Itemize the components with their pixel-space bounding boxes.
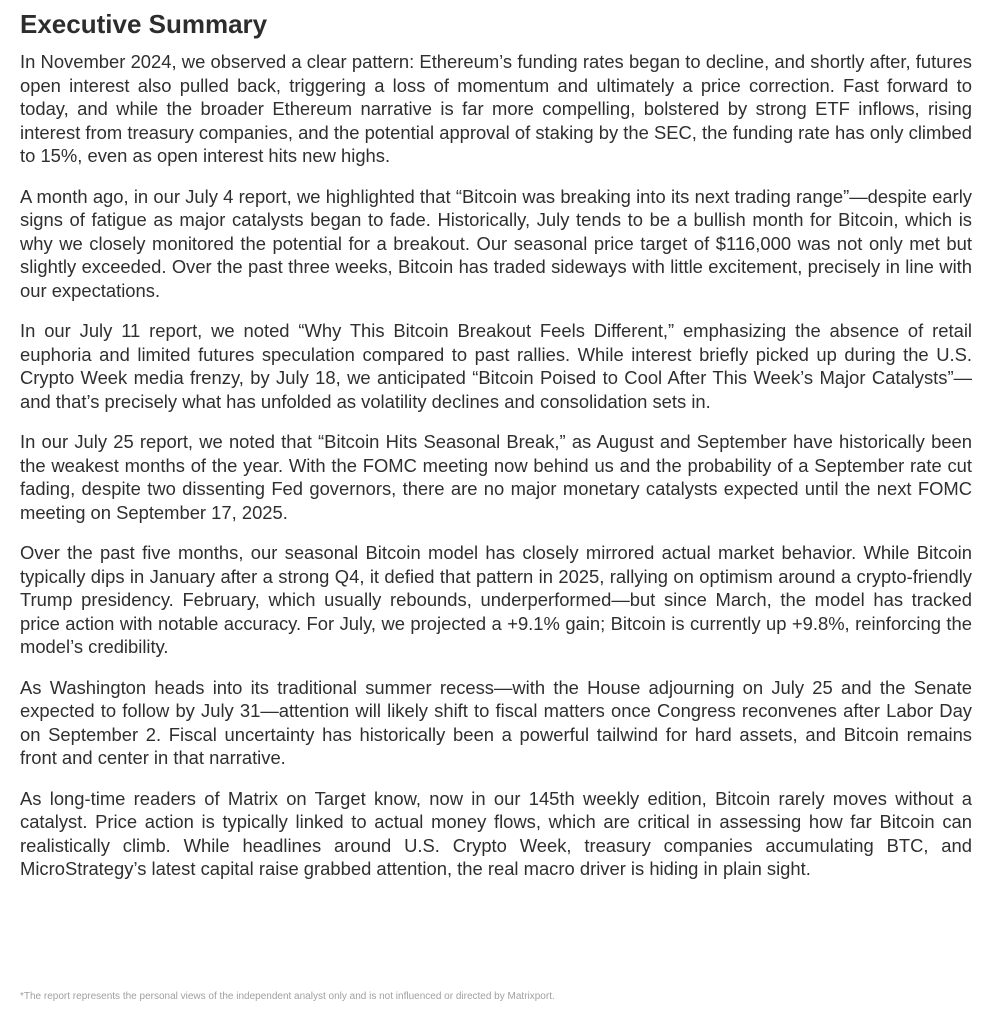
paragraph-macro-driver: As long-time readers of Matrix on Target know, now in our 145th weekly edition, Bitcoin rarely moves without a catalyst. Price action is typically linked to actual money flows, which are critical in assessing how far Bitcoin can realistically climb. While headlines around U.S. Crypto Week, treasury companies accumulating BTC, and MicroStrategy’s latest capital raise grabbed attention, the real macro driver is hiding in plain sight.	[20, 787, 972, 879]
paragraph-seasonal-model: Over the past five months, our seasonal Bitcoin model has closely mirrored actual market behavior. While Bitcoin typically dips in January after a strong Q4, it defied that pattern in 2025, rallying on optimism around a crypto-friendly Trump presidency. February, which usually rebounds, underperformed—but since March, the model has tracked price action with notable accuracy. For July, we projected a +9.1% gain; Bitcoin is currently up +9.8%, reinforcing the model’s credibility.	[20, 542, 972, 657]
paragraph-ethereum-funding: In November 2024, we observed a clear pattern: Ethereum’s funding rates began to decline, and shortly after, futures open interest also pulled back, triggering a loss of momentum and ultimately a price correction. Fast forward to today, and while the broader Ethereum narrative is far more compelling, bolstered by strong ETF inflows, rising interest from treasury companies, and the potential approval of staking by the SEC, the funding rate has only climbed to 15%, even as open interest hits new highs.	[20, 51, 972, 166]
paragraph-summer-recess: As Washington heads into its traditional summer recess—with the House adjourning on July 25 and the Senate expected to follow by July 31—attention will likely shift to fiscal matters once Congress reconvenes after Labor Day on September 2. Fiscal uncertainty has historically been a powerful tailwind for hard assets, and Bitcoin remains front and center in that narrative.	[20, 676, 972, 768]
page-title: Executive Summary	[20, 9, 268, 39]
paragraph-july-4-report: A month ago, in our July 4 report, we highlighted that “Bitcoin was breaking into its next trading range”—despite early signs of fatigue as major catalysts began to fade. Historically, July tends to be a bullish month for Bitcoin, which is why we closely monitored the potential for a breakout. Our seasonal price target of $116,000 was not only met but slightly exceeded. Over the past three weeks, Bitcoin has traded sideways with little excitement, precisely in line with our expectations.	[20, 185, 972, 301]
disclaimer-footnote: *The report represents the personal views of the independent analyst only and is not influenced or directed by Matrixport.	[20, 991, 555, 1002]
paragraph-july-11-report: In our July 11 report, we noted “Why This Bitcoin Breakout Feels Different,” emphasizing the absence of retail euphoria and limited futures speculation compared to past rallies. While interest briefly picked up during the U.S. Crypto Week media frenzy, by July 18, we anticipated “Bitcoin Poised to Cool After This Week’s Major Catalysts”—and that’s precisely what has unfolded as volatility declines and consolidation sets in.	[20, 320, 972, 412]
paragraph-july-25-report: In our July 25 report, we noted that “Bitcoin Hits Seasonal Break,” as August and September have historically been the weakest months of the year. With the FOMC meeting now behind us and the probability of a September rate cut fading, despite two dissenting Fed governors, there are no major monetary catalysts expected until the next FOMC meeting on September 17, 2025.	[20, 431, 972, 523]
document-body	[20, 8, 972, 898]
